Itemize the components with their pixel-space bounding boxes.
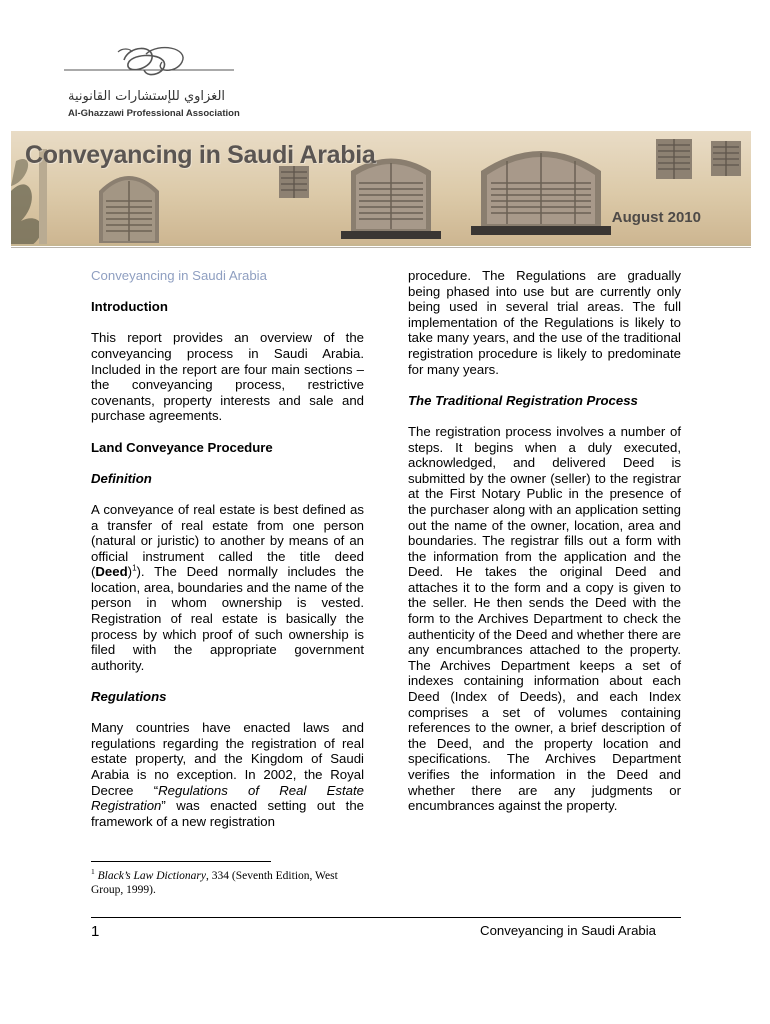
definition-heading: Definition (91, 470, 152, 486)
traditional-registration-paragraph: The registration process involves a number of steps. It begins when a duly executed, acknowledged, and delivered Deed is submitted by the owner (seller) to the registrar at the First Notary Public in the presence of the purchaser along with an application setting out the name of the owner, location, area and boundaries. The registrar fills out a form with the information from the application and the Deed. He takes the original Deed and attaches it to the form and a copy is given to the seller. He then sends the Deed with the form to the Archives Department to check the authenticity of the Deed and whether there are any encumbrances attached to the property. The Archives Department keeps a set of indexes containing information about each Deed (Index of Deeds), and each Index comprises a set of volumes containing references to the owner, a brief description of the Deed, and the property location and specifications. The Archives Department verifies the information in the Deed and whether there are any judgments or encumbrances against the property. (408, 423, 681, 814)
definition-text-b: ). The Deed normally includes the location, area, boundaries and the name of the person in whom ownership is vested. Registration of real estate is basically the process by which proof of such ownership is filed with the appropriate government authority. (91, 564, 364, 673)
introduction-paragraph: This report provides an overview of the conveyancing process in Saudi Arabia. Included in the report are four main sections – the conveyancing process, restrictive covenants, property interests and sale and purchase agreements. (91, 330, 364, 424)
left-column (91, 268, 364, 829)
definition-paragraph: A conveyance of real estate is best defined as a transfer of real estate from one person (natural or juristic) to another by means of an official instrument called the title deed (Deed)$^1$). The Deed normally includes the location, area, boundaries and the name of the person in whom ownership is vested. Registration of real estate is basically the process by which proof of such ownership is filed with the appropriate government authority. (91, 501, 364, 673)
footnote-marker: 1 (132, 563, 137, 573)
footnote (91, 869, 364, 897)
land-conveyance-heading: Land Conveyance Procedure (91, 439, 273, 455)
logo-monogram-icon (64, 40, 244, 88)
section-title: Conveyancing in Saudi Arabia (91, 268, 267, 283)
footnote-divider (91, 861, 271, 862)
continuation-paragraph: procedure. The Regulations are gradually being phased into use but are currently only being used in several trial areas. The full implementation of the Regulations is likely to take many years, and the use of the traditional registration procedure is likely to predominate for many years. (408, 268, 681, 377)
footnote-source: Black’s Law Dictionary (97, 870, 207, 882)
logo-arabic-text: الغزاوي للإستشارات القانونية (68, 89, 226, 104)
regulations-heading: Regulations (91, 689, 167, 705)
footnote-details: , 334 (Seventh Edition, West Group, 1999). (91, 870, 338, 896)
regulations-title: Regulations of Real Estate Registration (91, 782, 364, 814)
traditional-registration-heading: The Traditional Registration Process (408, 392, 638, 408)
footer-divider (91, 917, 681, 918)
footnote-number: 1 (91, 867, 95, 877)
title-banner (11, 131, 751, 246)
regulations-paragraph (91, 720, 364, 829)
introduction-heading: Introduction (91, 299, 168, 315)
regulations-text-a: Many countries have enacted laws and regulations regarding the registration of real estate property, and the Kingdom of Saudi Arabia is no exception. In 2002, the Royal Decree “ (91, 720, 364, 798)
banner-divider (11, 247, 751, 248)
footer-title: Conveyancing in Saudi Arabia (480, 923, 656, 938)
regulations-text-b: ” was enacted setting out the framework of a new registration (91, 798, 364, 829)
association-logo (64, 40, 244, 125)
deed-term: Deed (95, 564, 128, 580)
logo-english-text: Al-Ghazzawi Professional Association (68, 108, 240, 119)
right-column (408, 268, 681, 814)
banner-date: August 2010 (611, 209, 701, 226)
page-number: 1 (91, 923, 100, 940)
definition-text-a: A conveyance of real estate is best defined as a transfer of real estate from one person (natural or juristic) to another by means of an official instrument called the title deed ( (91, 501, 364, 580)
banner-title: Conveyancing in Saudi Arabia (25, 141, 376, 169)
